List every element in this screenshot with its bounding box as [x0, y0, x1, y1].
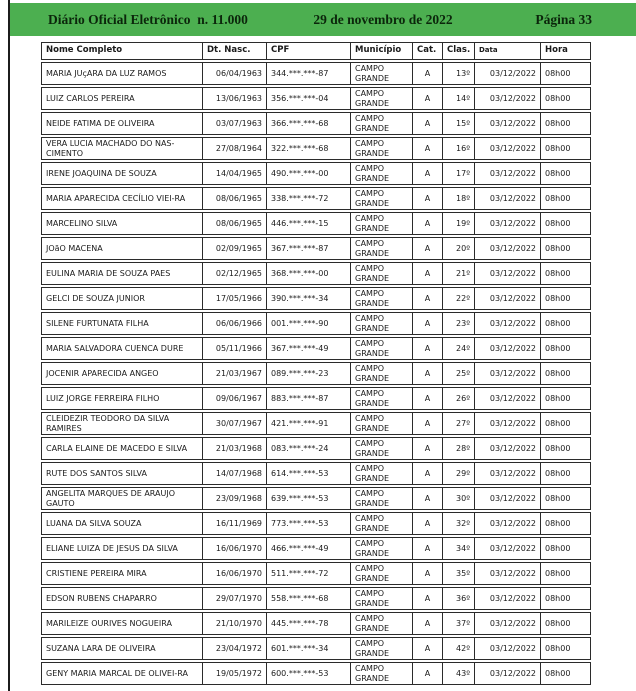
cell-city: CAMPO GRANDE — [350, 513, 412, 534]
cell-cat: A — [412, 438, 442, 459]
cell-time: 08h00 — [540, 88, 590, 109]
table-row — [41, 462, 591, 485]
cell-name: MARILEIZE OURIVES NOGUEIRA — [46, 618, 172, 628]
cell-city: CAMPO GRANDE — [350, 263, 412, 284]
cell-city: CAMPO GRANDE — [350, 538, 412, 559]
column-header-cat: Cat. — [412, 43, 442, 59]
cell-city: CAMPO GRANDE — [350, 488, 412, 509]
cell-cpf: 445.***.***-78 — [266, 613, 350, 634]
cell-date: 03/12/2022 — [474, 513, 540, 534]
table-row — [41, 287, 591, 310]
candidates-table — [41, 42, 591, 687]
gazette-title: Diário Oficial Eletrônico n. 11.000 — [48, 12, 248, 27]
column-header-hora: Hora — [540, 43, 590, 59]
table-row — [41, 662, 591, 685]
cell-city: CAMPO GRANDE — [350, 463, 412, 484]
cell-birth: 19/05/1972 — [202, 663, 266, 684]
cell-birth: 03/07/1963 — [202, 113, 266, 134]
cell-name: EDSON RUBENS CHAPARRO — [46, 593, 157, 603]
cell-name: ANGELITA MARQUES DE ARAUJO GAUTO — [46, 489, 176, 508]
cell-clas: 35º — [442, 563, 474, 584]
cell-cpf: 368.***.***-00 — [266, 263, 350, 284]
cell-time: 08h00 — [540, 488, 590, 509]
cell-birth: 14/07/1968 — [202, 463, 266, 484]
table-row — [41, 262, 591, 285]
cell-date: 03/12/2022 — [474, 238, 540, 259]
cell-clas: 23º — [442, 313, 474, 334]
cell-birth: 06/06/1966 — [202, 313, 266, 334]
cell-birth: 02/12/1965 — [202, 263, 266, 284]
cell-cpf: 367.***.***-49 — [266, 338, 350, 359]
cell-name: LUIZ CARLOS PEREIRA — [46, 93, 135, 103]
cell-birth: 16/11/1969 — [202, 513, 266, 534]
cell-date: 03/12/2022 — [474, 63, 540, 84]
cell-name: MARIA SALVADORA CUENCA DURE — [46, 343, 184, 353]
cell-date: 03/12/2022 — [474, 163, 540, 184]
cell-birth: 16/06/1970 — [202, 563, 266, 584]
cell-clas: 18º — [442, 188, 474, 209]
cell-clas: 19º — [442, 213, 474, 234]
cell-birth: 16/06/1970 — [202, 538, 266, 559]
cell-city: CAMPO GRANDE — [350, 188, 412, 209]
cell-city: CAMPO GRANDE — [350, 138, 412, 159]
cell-cat: A — [412, 613, 442, 634]
cell-time: 08h00 — [540, 463, 590, 484]
cell-time: 08h00 — [540, 288, 590, 309]
cell-date: 03/12/2022 — [474, 88, 540, 109]
cell-clas: 30º — [442, 488, 474, 509]
cell-clas: 26º — [442, 388, 474, 409]
cell-cat: A — [412, 513, 442, 534]
cell-birth: 23/04/1972 — [202, 638, 266, 659]
cell-cpf: 614.***.***-53 — [266, 463, 350, 484]
cell-date: 03/12/2022 — [474, 438, 540, 459]
cell-cpf: 089.***.***-23 — [266, 363, 350, 384]
cell-cpf: 883.***.***-87 — [266, 388, 350, 409]
cell-name: SUZANA LARA DE OLIVEIRA — [46, 643, 156, 653]
table-row — [41, 212, 591, 235]
cell-time: 08h00 — [540, 663, 590, 684]
cell-birth: 21/03/1967 — [202, 363, 266, 384]
table-row — [41, 512, 591, 535]
cell-cat: A — [412, 213, 442, 234]
cell-birth: 30/07/1967 — [202, 413, 266, 434]
cell-birth: 17/05/1966 — [202, 288, 266, 309]
cell-clas: 43º — [442, 663, 474, 684]
cell-birth: 13/06/1963 — [202, 88, 266, 109]
table-row — [41, 437, 591, 460]
cell-date: 03/12/2022 — [474, 538, 540, 559]
table-row — [41, 562, 591, 585]
cell-time: 08h00 — [540, 363, 590, 384]
cell-date: 03/12/2022 — [474, 263, 540, 284]
cell-date: 03/12/2022 — [474, 488, 540, 509]
cell-date: 03/12/2022 — [474, 188, 540, 209]
cell-cpf: 322.***.***-68 — [266, 138, 350, 159]
cell-clas: 16º — [442, 138, 474, 159]
cell-name: CRISTIENE PEREIRA MIRA — [46, 568, 147, 578]
cell-cat: A — [412, 388, 442, 409]
cell-name: CLEIDEZIR TEODORO DA SILVA RAMIRES — [46, 414, 170, 433]
cell-time: 08h00 — [540, 563, 590, 584]
gazette-date: 29 de novembro de 2022 — [313, 12, 453, 27]
cell-time: 08h00 — [540, 538, 590, 559]
table-row — [41, 187, 591, 210]
cell-cpf: 421.***.***-91 — [266, 413, 350, 434]
cell-city: CAMPO GRANDE — [350, 163, 412, 184]
table-row — [41, 137, 591, 160]
table-row — [41, 87, 591, 110]
cell-time: 08h00 — [540, 163, 590, 184]
cell-name: IRENE JOAQUINA DE SOUZA — [46, 168, 157, 178]
cell-clas: 25º — [442, 363, 474, 384]
cell-city: CAMPO GRANDE — [350, 663, 412, 684]
cell-name: EULINA MARIA DE SOUZA PAES — [46, 268, 171, 278]
cell-date: 03/12/2022 — [474, 588, 540, 609]
cell-name: CARLA ELAINE DE MACEDO E SILVA — [46, 443, 188, 453]
cell-city: CAMPO GRANDE — [350, 613, 412, 634]
cell-cpf: 338.***.***-72 — [266, 188, 350, 209]
cell-cpf: 490.***.***-00 — [266, 163, 350, 184]
cell-time: 08h00 — [540, 113, 590, 134]
cell-time: 08h00 — [540, 138, 590, 159]
cell-clas: 14º — [442, 88, 474, 109]
cell-clas: 15º — [442, 113, 474, 134]
cell-birth: 14/04/1965 — [202, 163, 266, 184]
cell-clas: 27º — [442, 413, 474, 434]
cell-cpf: 558.***.***-68 — [266, 588, 350, 609]
cell-clas: 24º — [442, 338, 474, 359]
cell-cpf: 446.***.***-15 — [266, 213, 350, 234]
cell-clas: 34º — [442, 538, 474, 559]
cell-date: 03/12/2022 — [474, 413, 540, 434]
cell-clas: 21º — [442, 263, 474, 284]
cell-time: 08h00 — [540, 388, 590, 409]
cell-clas: 29º — [442, 463, 474, 484]
cell-time: 08h00 — [540, 613, 590, 634]
cell-cpf: 367.***.***-87 — [266, 238, 350, 259]
cell-cpf: 601.***.***-34 — [266, 638, 350, 659]
cell-name: GENY MARIA MARCAL DE OLIVEI-RA — [46, 668, 188, 678]
cell-birth: 06/04/1963 — [202, 63, 266, 84]
cell-cat: A — [412, 463, 442, 484]
cell-cat: A — [412, 113, 442, 134]
cell-cpf: 366.***.***-68 — [266, 113, 350, 134]
cell-birth: 09/06/1967 — [202, 388, 266, 409]
cell-cat: A — [412, 288, 442, 309]
column-header-nome-completo: Nome Completo — [46, 45, 123, 56]
cell-cpf: 639.***.***-53 — [266, 488, 350, 509]
cell-cat: A — [412, 88, 442, 109]
cell-time: 08h00 — [540, 313, 590, 334]
cell-name: JOãO MACENA — [46, 243, 103, 253]
cell-cpf: 001.***.***-90 — [266, 313, 350, 334]
cell-name: MARIA APARECIDA CECÍLIO VIEI-RA — [46, 193, 186, 203]
table-row — [41, 387, 591, 410]
cell-name: ELIANE LUIZA DE JESUS DA SILVA — [46, 543, 178, 553]
cell-city: CAMPO GRANDE — [350, 413, 412, 434]
table-row — [41, 612, 591, 635]
cell-city: CAMPO GRANDE — [350, 363, 412, 384]
cell-cat: A — [412, 163, 442, 184]
cell-time: 08h00 — [540, 188, 590, 209]
cell-clas: 32º — [442, 513, 474, 534]
table-row — [41, 637, 591, 660]
cell-name: MARCELINO SILVA — [46, 218, 118, 228]
table-row — [41, 62, 591, 85]
cell-cat: A — [412, 563, 442, 584]
cell-date: 03/12/2022 — [474, 363, 540, 384]
cell-city: CAMPO GRANDE — [350, 238, 412, 259]
table-row — [41, 412, 591, 435]
cell-date: 03/12/2022 — [474, 463, 540, 484]
masthead-bar — [10, 3, 636, 36]
cell-birth: 23/09/1968 — [202, 488, 266, 509]
cell-date: 03/12/2022 — [474, 113, 540, 134]
cell-cpf: 773.***.***-53 — [266, 513, 350, 534]
cell-date: 03/12/2022 — [474, 388, 540, 409]
page-number: Página 33 — [535, 12, 592, 27]
cell-birth: 02/09/1965 — [202, 238, 266, 259]
cell-time: 08h00 — [540, 238, 590, 259]
cell-time: 08h00 — [540, 338, 590, 359]
cell-cat: A — [412, 363, 442, 384]
cell-date: 03/12/2022 — [474, 213, 540, 234]
cell-birth: 21/03/1968 — [202, 438, 266, 459]
cell-cat: A — [412, 663, 442, 684]
table-row — [41, 337, 591, 360]
cell-cat: A — [412, 488, 442, 509]
cell-cat: A — [412, 413, 442, 434]
cell-cat: A — [412, 138, 442, 159]
column-header-data: Data — [474, 43, 540, 59]
cell-cat: A — [412, 313, 442, 334]
cell-city: CAMPO GRANDE — [350, 338, 412, 359]
cell-time: 08h00 — [540, 63, 590, 84]
cell-clas: 20º — [442, 238, 474, 259]
cell-name: MARIA JUçARA DA LUZ RAMOS — [46, 68, 167, 78]
cell-name: JOCENIR APARECIDA ANGEO — [46, 368, 159, 378]
cell-clas: 37º — [442, 613, 474, 634]
cell-cpf: 600.***.***-53 — [266, 663, 350, 684]
table-row — [41, 112, 591, 135]
cell-date: 03/12/2022 — [474, 613, 540, 634]
cell-birth: 21/10/1970 — [202, 613, 266, 634]
cell-time: 08h00 — [540, 588, 590, 609]
table-body — [41, 62, 591, 685]
cell-birth: 05/11/1966 — [202, 338, 266, 359]
table-row — [41, 312, 591, 335]
cell-name: LUIZ JORGE FERREIRA FILHO — [46, 393, 160, 403]
cell-clas: 36º — [442, 588, 474, 609]
column-header-munic-pio: Município — [350, 43, 412, 59]
cell-city: CAMPO GRANDE — [350, 313, 412, 334]
cell-date: 03/12/2022 — [474, 138, 540, 159]
cell-time: 08h00 — [540, 213, 590, 234]
cell-cpf: 356.***.***-04 — [266, 88, 350, 109]
cell-name: SILENE FURTUNATA FILHA — [46, 318, 149, 328]
cell-city: CAMPO GRANDE — [350, 63, 412, 84]
cell-cat: A — [412, 638, 442, 659]
table-row — [41, 487, 591, 510]
cell-cpf: 083.***.***-24 — [266, 438, 350, 459]
cell-time: 08h00 — [540, 438, 590, 459]
cell-birth: 08/06/1965 — [202, 213, 266, 234]
cell-date: 03/12/2022 — [474, 288, 540, 309]
cell-name: NEIDE FATIMA DE OLIVEIRA — [46, 118, 155, 128]
cell-time: 08h00 — [540, 413, 590, 434]
cell-time: 08h00 — [540, 513, 590, 534]
column-header-dt-nasc: Dt. Nasc. — [202, 43, 266, 59]
cell-city: CAMPO GRANDE — [350, 588, 412, 609]
cell-clas: 17º — [442, 163, 474, 184]
cell-name: VERA LUCIA MACHADO DO NAS-CIMENTO — [46, 139, 175, 158]
cell-name: RUTE DOS SANTOS SILVA — [46, 468, 147, 478]
cell-cpf: 390.***.***-34 — [266, 288, 350, 309]
cell-birth: 08/06/1965 — [202, 188, 266, 209]
cell-clas: 22º — [442, 288, 474, 309]
cell-date: 03/12/2022 — [474, 638, 540, 659]
cell-cat: A — [412, 338, 442, 359]
table-row — [41, 162, 591, 185]
cell-cat: A — [412, 588, 442, 609]
table-row — [41, 362, 591, 385]
cell-date: 03/12/2022 — [474, 313, 540, 334]
cell-time: 08h00 — [540, 263, 590, 284]
cell-date: 03/12/2022 — [474, 663, 540, 684]
table-header-row — [41, 42, 591, 60]
cell-time: 08h00 — [540, 638, 590, 659]
table-row — [41, 237, 591, 260]
cell-city: CAMPO GRANDE — [350, 388, 412, 409]
cell-cat: A — [412, 238, 442, 259]
cell-birth: 27/08/1964 — [202, 138, 266, 159]
cell-city: CAMPO GRANDE — [350, 113, 412, 134]
cell-clas: 42º — [442, 638, 474, 659]
column-header-clas: Clas. — [442, 43, 474, 59]
cell-birth: 29/07/1970 — [202, 588, 266, 609]
cell-date: 03/12/2022 — [474, 563, 540, 584]
cell-cat: A — [412, 188, 442, 209]
cell-clas: 13º — [442, 63, 474, 84]
cell-city: CAMPO GRANDE — [350, 88, 412, 109]
cell-city: CAMPO GRANDE — [350, 213, 412, 234]
table-row — [41, 537, 591, 560]
cell-city: CAMPO GRANDE — [350, 563, 412, 584]
cell-cat: A — [412, 538, 442, 559]
cell-cat: A — [412, 63, 442, 84]
cell-date: 03/12/2022 — [474, 338, 540, 359]
cell-name: GELCI DE SOUZA JUNIOR — [46, 293, 145, 303]
cell-cpf: 344.***.***-87 — [266, 63, 350, 84]
cell-clas: 28º — [442, 438, 474, 459]
cell-cat: A — [412, 263, 442, 284]
cell-city: CAMPO GRANDE — [350, 438, 412, 459]
column-header-cpf: CPF — [266, 43, 350, 59]
cell-city: CAMPO GRANDE — [350, 288, 412, 309]
cell-cpf: 511.***.***-72 — [266, 563, 350, 584]
table-row — [41, 587, 591, 610]
cell-name: LUANA DA SILVA SOUZA — [46, 518, 142, 528]
cell-city: CAMPO GRANDE — [350, 638, 412, 659]
page-left-border — [8, 0, 10, 691]
cell-cpf: 466.***.***-49 — [266, 538, 350, 559]
